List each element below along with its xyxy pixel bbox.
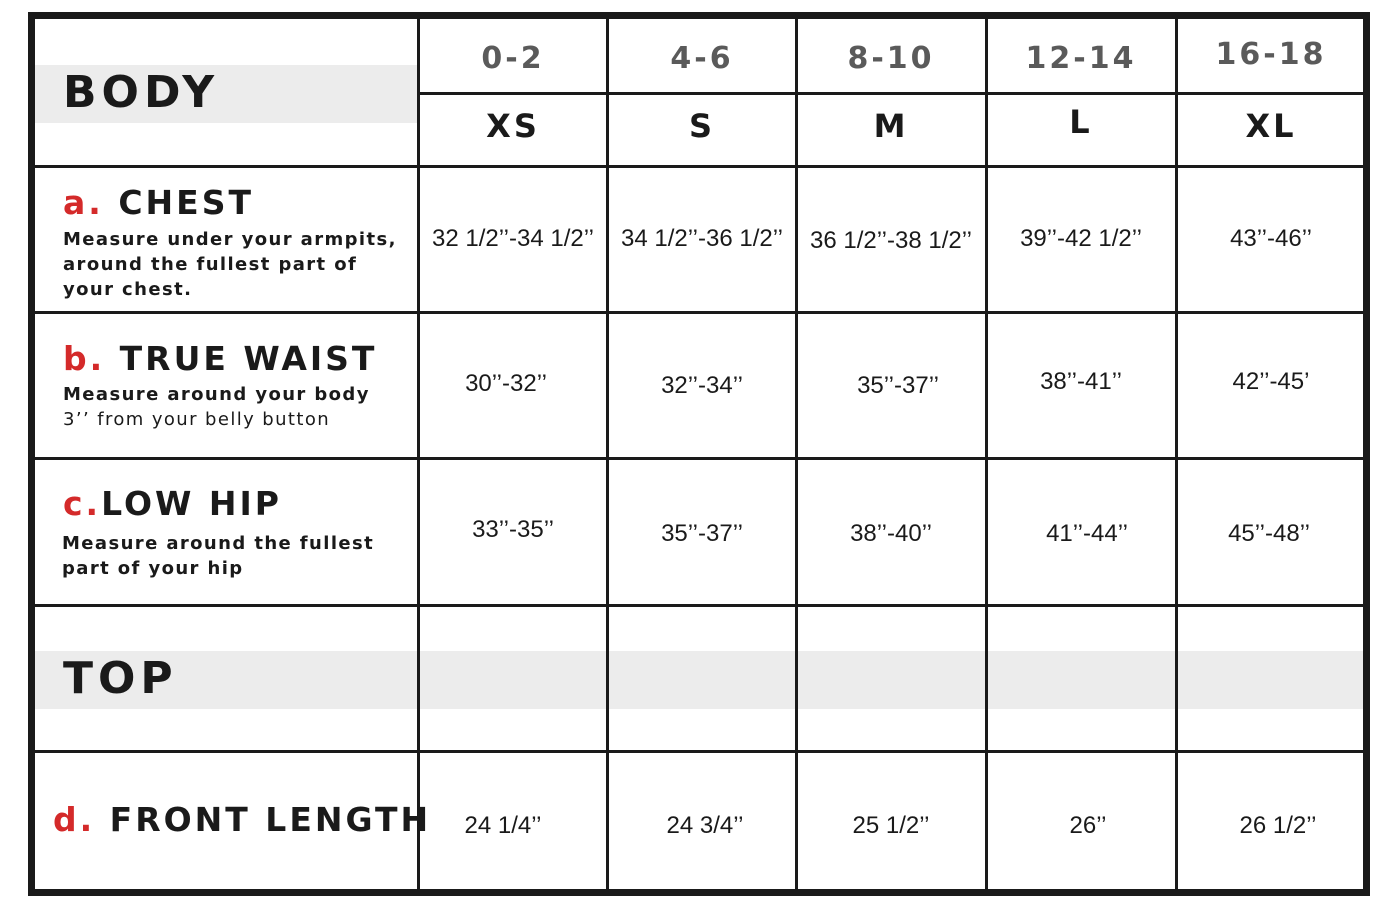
waist-value-cell: 38’’-41’’	[1040, 368, 1122, 395]
top-title-band	[35, 651, 1363, 709]
size-label-header: L	[1069, 103, 1093, 141]
chest-value-cell: 39’’-42 1/2’’	[1020, 225, 1142, 252]
front-length-value-cell: 25 1/2’’	[852, 812, 930, 839]
top-section-title: TOP	[63, 653, 178, 704]
grid-line	[795, 19, 798, 889]
chest-measurement-instruction: around the fullest part of	[63, 254, 358, 275]
front-length-value-cell: 24 3/4’’	[666, 812, 744, 839]
size-label-header: S	[688, 107, 716, 145]
chest-value-cell: 43’’-46’’	[1230, 225, 1312, 252]
age-range-header: 4-6	[670, 41, 734, 76]
size-label-header: XL	[1245, 107, 1297, 145]
front-length-measurement-title	[53, 800, 431, 839]
body-section-title: BODY	[63, 67, 220, 118]
waist-value-cell: 35’’-37’’	[857, 372, 939, 399]
measurement-name: TRUE WAIST	[119, 339, 378, 378]
chest-measurement-instruction: your chest.	[63, 279, 193, 300]
grid-line	[417, 19, 420, 889]
grid-line	[35, 165, 1363, 168]
grid-line	[985, 19, 988, 889]
chest-value-cell: 34 1/2’’-36 1/2’’	[621, 225, 783, 252]
measurement-letter: d.	[53, 800, 96, 839]
grid-line	[35, 311, 1363, 314]
grid-line	[35, 457, 1363, 460]
waist-measurement-instruction: Measure around your body	[63, 384, 370, 405]
age-range-header: 8-10	[847, 41, 935, 76]
grid-line	[1175, 19, 1178, 889]
chest-value-cell: 36 1/2’’-38 1/2’’	[810, 227, 972, 254]
waist-value-cell: 32’’-34’’	[661, 372, 743, 399]
measurement-name: LOW HIP	[101, 484, 282, 523]
grid-line	[35, 604, 1363, 607]
measurement-name: CHEST	[118, 183, 254, 222]
age-range-header: 16-18	[1215, 37, 1327, 72]
chest-measurement-instruction: Measure under your armpits,	[63, 229, 397, 250]
hip-measurement-instruction: Measure around the fullest	[62, 533, 375, 554]
hip-value-cell: 41’’-44’’	[1046, 520, 1128, 547]
hip-value-cell: 33’’-35’’	[472, 516, 554, 543]
waist-value-cell: 30’’-32’’	[465, 370, 547, 397]
hip-measurement-title	[63, 484, 282, 523]
front-length-value-cell: 24 1/4’’	[464, 812, 542, 839]
hip-value-cell: 35’’-37’’	[661, 520, 743, 547]
waist-measurement-instruction: 3’’ from your belly button	[63, 409, 331, 430]
measurement-letter: a.	[63, 183, 104, 222]
waist-measurement-title	[63, 339, 377, 378]
front-length-value-cell: 26 1/2’’	[1239, 812, 1317, 839]
measurement-name: FRONT LENGTH	[109, 800, 432, 839]
waist-value-cell: 42’’-45’	[1232, 368, 1310, 395]
hip-value-cell: 38’’-40’’	[850, 520, 932, 547]
hip-measurement-instruction: part of your hip	[62, 558, 244, 579]
grid-line	[606, 19, 609, 889]
chest-value-cell: 32 1/2’’-34 1/2’’	[432, 225, 594, 252]
hip-value-cell: 45’’-48’’	[1228, 520, 1310, 547]
chest-measurement-title	[63, 183, 254, 222]
grid-line	[417, 92, 1363, 95]
grid-line	[35, 750, 1363, 753]
age-range-header: 12-14	[1025, 41, 1137, 76]
size-label-header: M	[873, 107, 909, 145]
front-length-value-cell: 26’’	[1069, 812, 1107, 839]
age-range-header: 0-2	[481, 41, 545, 76]
size-label-header: XS	[486, 107, 540, 145]
size-chart	[28, 12, 1370, 896]
measurement-letter: c.	[63, 484, 102, 523]
measurement-letter: b.	[63, 339, 106, 378]
